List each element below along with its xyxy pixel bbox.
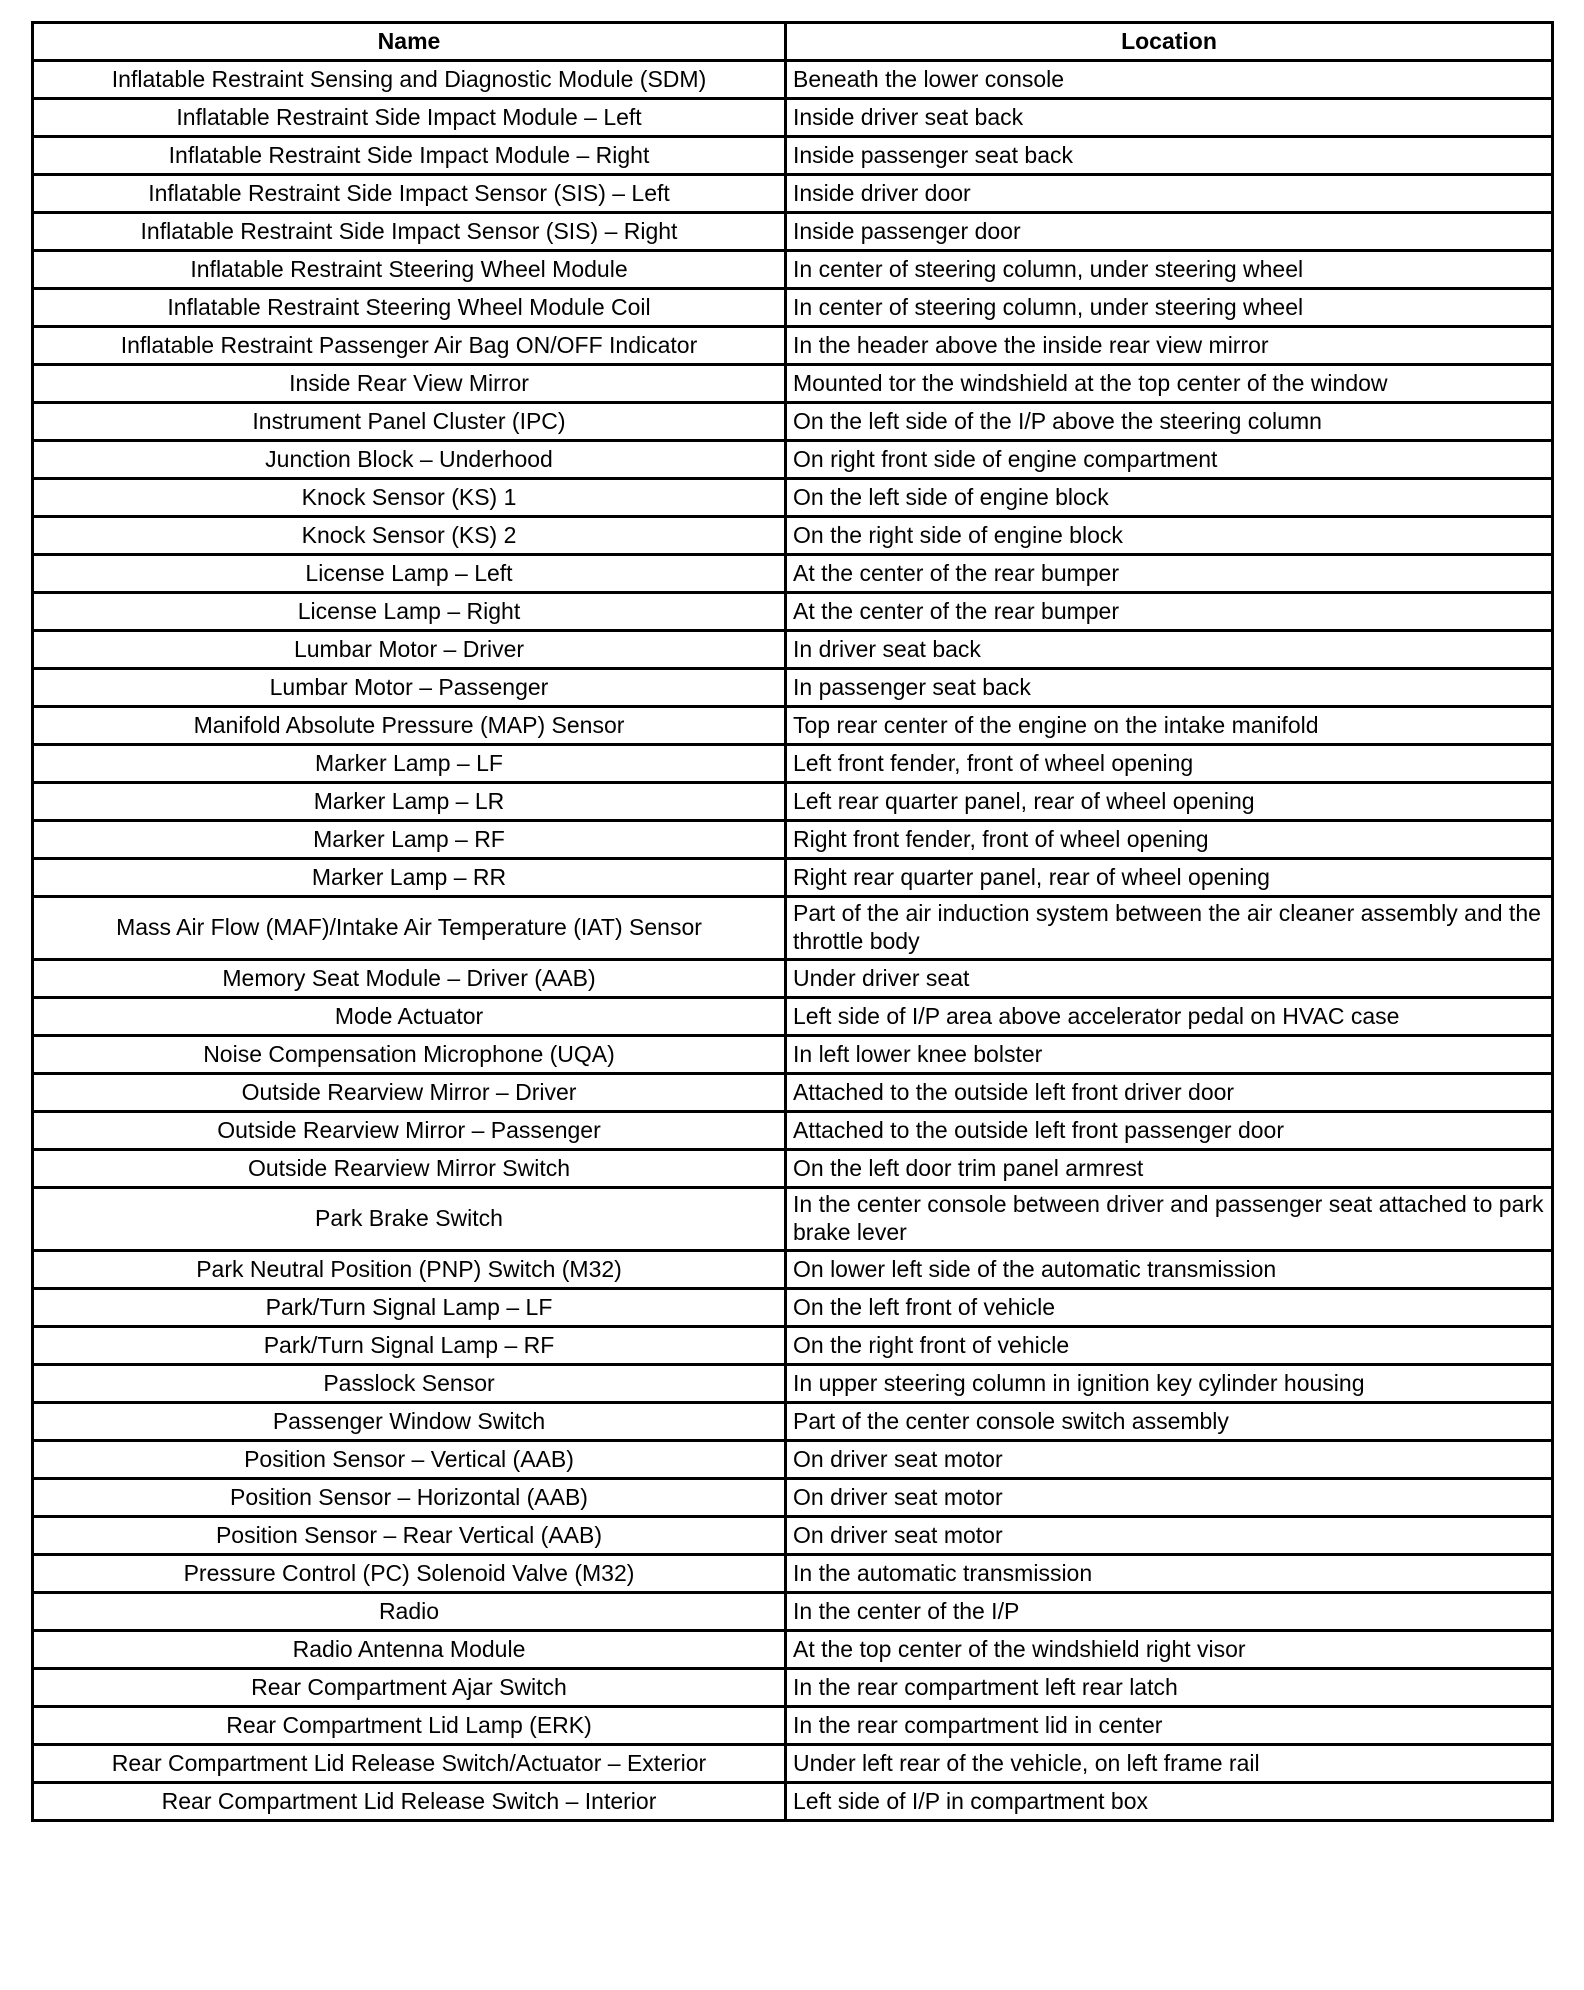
component-location-cell: Left rear quarter panel, rear of wheel opening <box>786 783 1553 821</box>
table-row <box>33 1745 1553 1783</box>
component-location-cell: In the center console between driver and passenger seat attached to park brake lever <box>786 1188 1553 1251</box>
component-name-cell: Park Neutral Position (PNP) Switch (M32) <box>33 1251 786 1289</box>
table-row <box>33 289 1553 327</box>
component-location-cell: In the rear compartment left rear latch <box>786 1669 1553 1707</box>
component-location-cell: In the header above the inside rear view mirror <box>786 327 1553 365</box>
table-row <box>33 99 1553 137</box>
table-row <box>33 1441 1553 1479</box>
component-name-cell: Inflatable Restraint Passenger Air Bag ON/OFF Indicator <box>33 327 786 365</box>
table-row <box>33 1707 1553 1745</box>
component-location-cell: In the center of the I/P <box>786 1593 1553 1631</box>
table-row <box>33 859 1553 897</box>
component-name-cell: Passlock Sensor <box>33 1365 786 1403</box>
table-row <box>33 175 1553 213</box>
table-row <box>33 631 1553 669</box>
table-row <box>33 1479 1553 1517</box>
table-row <box>33 1188 1553 1251</box>
component-name-cell: Lumbar Motor – Passenger <box>33 669 786 707</box>
component-location-cell: On the left side of engine block <box>786 479 1553 517</box>
component-name-cell: Junction Block – Underhood <box>33 441 786 479</box>
component-location-cell: At the center of the rear bumper <box>786 555 1553 593</box>
component-name-cell: Position Sensor – Vertical (AAB) <box>33 1441 786 1479</box>
component-location-cell: In center of steering column, under steering wheel <box>786 289 1553 327</box>
component-location-cell: Attached to the outside left front driver door <box>786 1074 1553 1112</box>
table-row <box>33 1074 1553 1112</box>
component-location-cell: Left front fender, front of wheel opening <box>786 745 1553 783</box>
component-location-cell: Inside passenger seat back <box>786 137 1553 175</box>
component-location-cell: In passenger seat back <box>786 669 1553 707</box>
table-row <box>33 441 1553 479</box>
component-name-cell: Marker Lamp – LF <box>33 745 786 783</box>
table-row <box>33 1150 1553 1188</box>
component-location-cell: On the left door trim panel armrest <box>786 1150 1553 1188</box>
component-name-cell: License Lamp – Right <box>33 593 786 631</box>
component-name-cell: Outside Rearview Mirror – Passenger <box>33 1112 786 1150</box>
table-row <box>33 998 1553 1036</box>
component-location-cell: At the top center of the windshield right visor <box>786 1631 1553 1669</box>
component-location-cell: At the center of the rear bumper <box>786 593 1553 631</box>
component-name-cell: Inflatable Restraint Steering Wheel Module Coil <box>33 289 786 327</box>
component-location-cell: Left side of I/P area above accelerator pedal on HVAC case <box>786 998 1553 1036</box>
component-name-cell: Inflatable Restraint Side Impact Module – Right <box>33 137 786 175</box>
component-name-cell: Mass Air Flow (MAF)/Intake Air Temperature (IAT) Sensor <box>33 897 786 960</box>
header-row <box>33 23 1553 61</box>
component-location-cell: Under driver seat <box>786 960 1553 998</box>
table-row <box>33 1327 1553 1365</box>
component-name-cell: Rear Compartment Lid Release Switch – Interior <box>33 1783 786 1821</box>
component-name-cell: Inflatable Restraint Sensing and Diagnostic Module (SDM) <box>33 61 786 99</box>
table-row <box>33 517 1553 555</box>
table-row <box>33 1517 1553 1555</box>
component-location-cell: In the rear compartment lid in center <box>786 1707 1553 1745</box>
table-row <box>33 1036 1553 1074</box>
component-name-cell: Inflatable Restraint Side Impact Sensor (SIS) – Left <box>33 175 786 213</box>
table-row <box>33 365 1553 403</box>
table-row <box>33 1669 1553 1707</box>
component-name-cell: Rear Compartment Lid Lamp (ERK) <box>33 1707 786 1745</box>
component-name-cell: Position Sensor – Horizontal (AAB) <box>33 1479 786 1517</box>
component-location-cell: On right front side of engine compartment <box>786 441 1553 479</box>
table-row <box>33 403 1553 441</box>
component-location-cell: Inside passenger door <box>786 213 1553 251</box>
table-row <box>33 137 1553 175</box>
component-name-cell: Inside Rear View Mirror <box>33 365 786 403</box>
table-row <box>33 1593 1553 1631</box>
component-location-cell: On the left side of the I/P above the steering column <box>786 403 1553 441</box>
component-location-cell: Right front fender, front of wheel opening <box>786 821 1553 859</box>
component-name-cell: License Lamp – Left <box>33 555 786 593</box>
component-name-cell: Mode Actuator <box>33 998 786 1036</box>
table-row <box>33 251 1553 289</box>
component-name-cell: Marker Lamp – RR <box>33 859 786 897</box>
table-row <box>33 1555 1553 1593</box>
table-row <box>33 897 1553 960</box>
component-location-cell: On lower left side of the automatic transmission <box>786 1251 1553 1289</box>
component-name-cell: Instrument Panel Cluster (IPC) <box>33 403 786 441</box>
table-row <box>33 213 1553 251</box>
component-name-cell: Marker Lamp – RF <box>33 821 786 859</box>
component-name-cell: Rear Compartment Lid Release Switch/Actuator – Exterior <box>33 1745 786 1783</box>
component-location-cell: Inside driver seat back <box>786 99 1553 137</box>
table-row <box>33 1365 1553 1403</box>
component-name-cell: Outside Rearview Mirror Switch <box>33 1150 786 1188</box>
component-name-cell: Park Brake Switch <box>33 1188 786 1251</box>
component-location-cell: In upper steering column in ignition key cylinder housing <box>786 1365 1553 1403</box>
component-name-cell: Inflatable Restraint Side Impact Module – Left <box>33 99 786 137</box>
component-name-cell: Inflatable Restraint Steering Wheel Module <box>33 251 786 289</box>
table-row <box>33 479 1553 517</box>
component-name-cell: Position Sensor – Rear Vertical (AAB) <box>33 1517 786 1555</box>
table-row <box>33 1251 1553 1289</box>
table-row <box>33 669 1553 707</box>
component-name-cell: Marker Lamp – LR <box>33 783 786 821</box>
component-location-cell: Beneath the lower console <box>786 61 1553 99</box>
table-row <box>33 1403 1553 1441</box>
component-location-cell: Under left rear of the vehicle, on left frame rail <box>786 1745 1553 1783</box>
table-row <box>33 1289 1553 1327</box>
component-location-cell: On driver seat motor <box>786 1441 1553 1479</box>
component-location-cell: On the right side of engine block <box>786 517 1553 555</box>
component-location-cell: On driver seat motor <box>786 1479 1553 1517</box>
component-location-cell: On the right front of vehicle <box>786 1327 1553 1365</box>
table-row <box>33 327 1553 365</box>
component-location-cell: In left lower knee bolster <box>786 1036 1553 1074</box>
component-location-cell: Left side of I/P in compartment box <box>786 1783 1553 1821</box>
component-location-cell: In center of steering column, under steering wheel <box>786 251 1553 289</box>
table-row <box>33 1631 1553 1669</box>
component-name-cell: Rear Compartment Ajar Switch <box>33 1669 786 1707</box>
table-row <box>33 1783 1553 1821</box>
table-row <box>33 555 1553 593</box>
component-location-cell: Part of the center console switch assembly <box>786 1403 1553 1441</box>
component-location-cell: Right rear quarter panel, rear of wheel opening <box>786 859 1553 897</box>
component-name-cell: Park/Turn Signal Lamp – LF <box>33 1289 786 1327</box>
table-row <box>33 960 1553 998</box>
table-row <box>33 707 1553 745</box>
component-location-cell: Inside driver door <box>786 175 1553 213</box>
table-header <box>33 23 1553 61</box>
component-name-cell: Knock Sensor (KS) 2 <box>33 517 786 555</box>
component-name-cell: Memory Seat Module – Driver (AAB) <box>33 960 786 998</box>
component-location-cell: On driver seat motor <box>786 1517 1553 1555</box>
component-location-cell: Part of the air induction system between the air cleaner assembly and the throttle body <box>786 897 1553 960</box>
component-name-cell: Manifold Absolute Pressure (MAP) Sensor <box>33 707 786 745</box>
component-name-cell: Pressure Control (PC) Solenoid Valve (M32) <box>33 1555 786 1593</box>
column-header-name: Name <box>33 23 786 61</box>
component-name-cell: Noise Compensation Microphone (UQA) <box>33 1036 786 1074</box>
component-location-cell: Top rear center of the engine on the intake manifold <box>786 707 1553 745</box>
component-name-cell: Outside Rearview Mirror – Driver <box>33 1074 786 1112</box>
component-name-cell: Park/Turn Signal Lamp – RF <box>33 1327 786 1365</box>
component-name-cell: Inflatable Restraint Side Impact Sensor (SIS) – Right <box>33 213 786 251</box>
component-location-cell: In driver seat back <box>786 631 1553 669</box>
component-name-cell: Radio Antenna Module <box>33 1631 786 1669</box>
component-location-cell: Attached to the outside left front passenger door <box>786 1112 1553 1150</box>
table-row <box>33 783 1553 821</box>
table-body <box>33 61 1553 1821</box>
component-name-cell: Radio <box>33 1593 786 1631</box>
column-header-location: Location <box>786 23 1553 61</box>
component-name-cell: Passenger Window Switch <box>33 1403 786 1441</box>
table-row <box>33 593 1553 631</box>
component-location-cell: Mounted tor the windshield at the top center of the window <box>786 365 1553 403</box>
table-row <box>33 61 1553 99</box>
component-location-cell: In the automatic transmission <box>786 1555 1553 1593</box>
component-location-table <box>31 21 1554 1822</box>
component-name-cell: Knock Sensor (KS) 1 <box>33 479 786 517</box>
component-name-cell: Lumbar Motor – Driver <box>33 631 786 669</box>
table-row <box>33 745 1553 783</box>
component-location-cell: On the left front of vehicle <box>786 1289 1553 1327</box>
table-row <box>33 1112 1553 1150</box>
table-row <box>33 821 1553 859</box>
